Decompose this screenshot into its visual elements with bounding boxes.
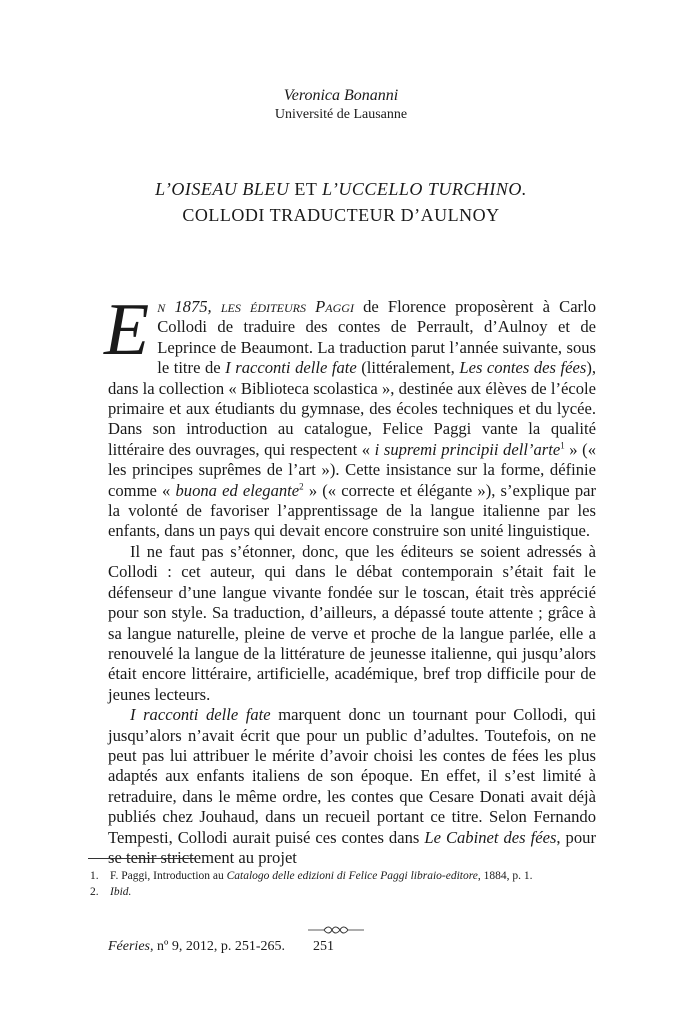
- drop-cap: E: [104, 289, 150, 371]
- text-run: de Florence proposèrent à Carlo Collodi de traduire des contes de Perrault, d’Aulnoy et de Leprince de Beaumont. La traduction parut l’année suivante, sous le titre de: [157, 297, 596, 378]
- citation-details: , nº 9, 2012, p. 251-265.: [149, 939, 285, 954]
- text-run: » (« les principes suprêmes de l’art »). Cette insistance sur la forme, définie comme «: [108, 439, 597, 500]
- text-run: marquent donc un tournant pour Collodi, qui jusqu’alors n’avait écrit que pour un public d’adultes. Toutefois, on ne peut pas lui attribuer le mérite d’avoir choisi les contes de fées les plus adaptés aux enfants italiens de son époque. En effet, il s’est limité à retraduire, dans le même ordre, les contes que Cesare Donati avait déjà publiés chez Jouhaud, dans un recueil portant ce titre. Selon Fernando Tempesti, Collodi aurait puisé ces contes dans: [108, 705, 596, 847]
- paragraph-2: Il ne faut pas s’étonner, donc, que les éditeurs se soient adressés à Collodi : cet auteur, qui dans le débat contemporain s’était fait le défenseur d’une langue vivante fondée sur le toscan, était très apprécié pour son style. Sa traduction, d’ailleurs, a dépassé toute attente ; grâce à sa langue naturelle, pleine de verve et proche de la langue parlée, elle a renouvelé la langue de la littérature de jeunesse italienne, qui jusqu’alors était encore littéraire, artificielle, académique, bref trop difficile pour de jeunes lecteurs.: [108, 541, 596, 704]
- footnote-text: F. Paggi, Introduction au: [110, 870, 227, 882]
- author-affiliation: Université de Lausanne: [274, 107, 408, 122]
- title-italic-1: L’OISEAU BLEU: [155, 179, 290, 199]
- article-body: [104, 289, 597, 868]
- footnote-ref-2[interactable]: 2: [299, 481, 304, 492]
- title-italic-2: L’UCCELLO TURCHINO.: [322, 179, 527, 199]
- page-number: 251: [313, 939, 334, 954]
- footnote-ref-1[interactable]: 1: [560, 440, 565, 451]
- paragraph-3: [108, 705, 596, 868]
- article-title: [0, 176, 682, 228]
- book-title-2: Le Cabinet des fées: [424, 827, 557, 847]
- author-name: Veronica Bonanni: [283, 87, 399, 104]
- text-run: » (« correcte et élégante »), s’explique par la volonté de favoriser l’apprentissage de la langue italienne par les enfants, dans un pays qui devait encore construire son unité linguistique.: [108, 480, 597, 541]
- text-run: (littéralement,: [356, 358, 460, 378]
- footnote-title: Catalogo delle edizioni di Felice Paggi libraio-editore: [226, 870, 478, 882]
- quote-italian-1: i supremi principii dell’arte: [374, 439, 561, 459]
- book-title: I racconti delle fate: [130, 705, 271, 725]
- text-run: ), dans la collection « Biblioteca scolastica », destinée aux élèves de l’école primaire et aux étudiants du gymnase, des écoles techniques et du lycée. Dans son introduction au catalogue, Felice Paggi vante la qualité littéraire des ouvrages, qui respectent «: [108, 358, 596, 459]
- footnotes: [90, 868, 610, 900]
- book-title: I racconti delle fate: [225, 358, 357, 378]
- footnote-2: [90, 884, 610, 900]
- journal-citation: [108, 938, 285, 956]
- journal-name: Féeries: [108, 939, 150, 954]
- lead-in: n 1875, les éditeurs Paggi: [157, 297, 354, 316]
- title-connector: ET: [289, 179, 323, 199]
- footnote-text: , 1884, p. 1.: [477, 870, 533, 882]
- footnote-number: 1.: [90, 870, 99, 882]
- paragraph-1: [104, 289, 597, 542]
- title-line-2: COLLODI TRADUCTEUR D’AULNOY: [182, 205, 500, 225]
- footnote-title: Ibid.: [110, 886, 132, 898]
- footnote-1: [90, 868, 610, 884]
- title-line-1: [0, 176, 682, 202]
- footnote-rule: [88, 858, 196, 859]
- ornament-icon: [308, 924, 364, 936]
- footnote-number: 2.: [90, 886, 99, 898]
- book-title-fr: Les contes des fées: [459, 358, 587, 378]
- quote-italian-2: buona ed elegante: [175, 480, 300, 500]
- text-run: , pour se tenir strictement au projet: [108, 827, 596, 867]
